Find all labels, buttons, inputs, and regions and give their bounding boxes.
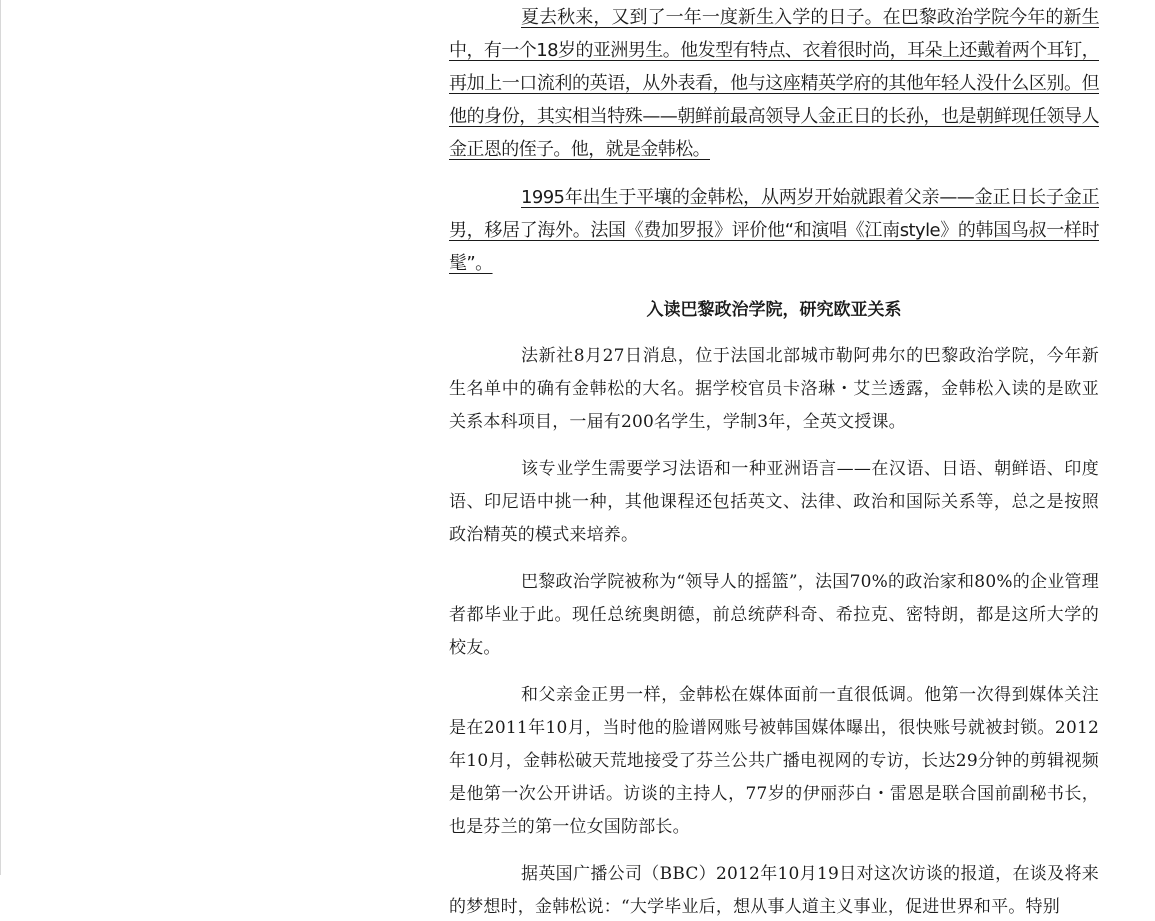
body-paragraph: 巴黎政治学院被称为“领导人的摇篮”，法国70%的政治家和80%的企业管理者都毕业于此。现任总统奥朗德，前总统萨科奇、希拉克、密特朗，都是这所大学的校友。 [449,572,1099,658]
section-heading: 入读巴黎政治学院，研究欧亚关系 [646,300,902,320]
body-paragraph: 法新社8月27日消息，位于法国北部城市勒阿弗尔的巴黎政治学院，今年新生名单中的确有金韩松的大名。据学校官员卡洛琳・艾兰透露，金韩松入读的是欧亚关系本科项目，一届有200名学生，学制3年，全英文授课。 [449,346,1099,432]
intro-paragraph: 1995年出生于平壤的金韩松，从两岁开始就跟着父亲——金正日长子金正男，移居了海外。法国《费加罗报》评价他“和演唱《江南style》的韩国鸟叔一样时髦”。 [449,187,1099,274]
page-left-border [0,0,1,875]
body-paragraph: 该专业学生需要学习法语和一种亚洲语言——在汉语、日语、朝鲜语、印度语、印尼语中挑一种，其他课程还包括英文、法律、政治和国际关系等，总之是按照政治精英的模式来培养。 [449,459,1099,545]
body-paragraph: 据英国广播公司（BBC）2012年10月19日对这次访谈的报道，在谈及将来的梦想时，金韩松说：“大学毕业后，想从事人道主义事业，促进世界和平。特别 [449,864,1099,917]
document-page [449,0,1099,921]
body-paragraph: 和父亲金正男一样，金韩松在媒体面前一直很低调。他第一次得到媒体关注是在2011年10月，当时他的脸谱网账号被韩国媒体曝出，很快账号就被封锁。2012年10月，金韩松破天荒地接受了芬兰公共广播电视网的专访，长达29分钟的剪辑视频是他第一次公开讲话。访谈的主持人，77岁的伊丽莎白・雷恩是联合国前副秘书长，也是芬兰的第一位女国防部长。 [449,685,1099,837]
intro-paragraph: 夏去秋来，又到了一年一度新生入学的日子。在巴黎政治学院今年的新生中，有一个18岁的亚洲男生。他发型有特点、衣着很时尚，耳朵上还戴着两个耳钉，再加上一口流利的英语，从外表看，他与这座精英学府的其他年轻人没什么区别。但他的身份，其实相当特殊——朝鲜前最高领导人金正日的长孙，也是朝鲜现任领导人金正恩的侄子。他，就是金韩松。 [449,7,1099,160]
